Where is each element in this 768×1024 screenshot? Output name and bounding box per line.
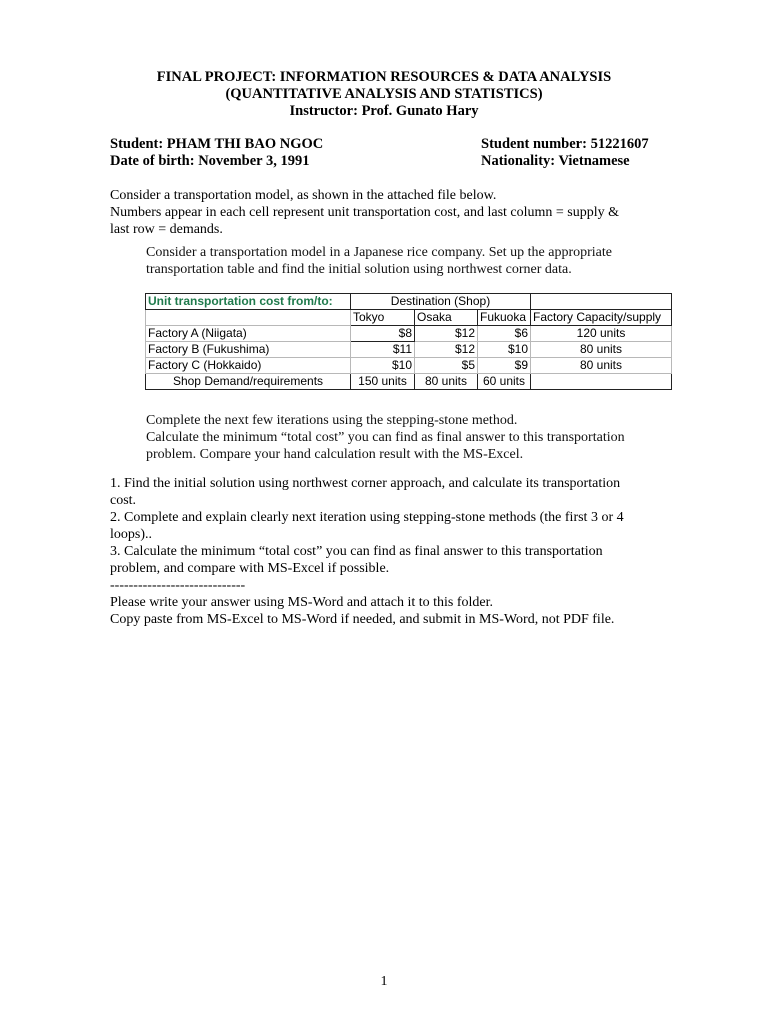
question-2: 2. Complete and explain clearly next iteration using stepping-stone methods (the first 3 or 4 [110,510,624,525]
demand-label: Shop Demand/requirements [146,374,351,390]
col-header-osaka: Osaka [415,310,478,326]
table-title: Unit transportation cost from/to: [146,294,351,310]
embedded-problem-text [146,244,691,278]
col-header-supply: Factory Capacity/supply [531,310,672,326]
submission-note: Copy paste from MS-Excel to MS-Word if needed, and submit in MS-Word, not PDF file. [110,612,615,627]
row-label: Factory B (Fukushima) [146,342,351,358]
embedded-line: problem. Compare your hand calculation result with the MS-Excel. [146,447,524,462]
row-label: Factory A (Niigata) [146,326,351,342]
question-3: 3. Calculate the minimum “total cost” you can find as final answer to this transportation [110,544,603,559]
cost-cell: $12 [415,326,478,342]
supply-cell: 80 units [531,358,672,374]
intro-line: last row = demands. [110,222,223,237]
col-header-tokyo: Tokyo [351,310,415,326]
question-1-cont: cost. [110,493,137,508]
cost-cell: $10 [478,342,531,358]
embedded-line: Complete the next few iterations using the stepping-stone method. [146,413,518,428]
embedded-instructions [146,412,691,463]
question-2-cont: loops).. [110,527,152,542]
transportation-table [145,293,672,390]
cost-cell: $6 [478,326,531,342]
demand-cell: 150 units [351,374,415,390]
intro-paragraph [110,187,678,238]
supply-cell: 80 units [531,342,672,358]
student-name: Student: PHAM THI BAO NGOC [110,136,324,152]
row-label: Factory C (Hokkaido) [146,358,351,374]
embedded-line: transportation table and find the initial solution using northwest corner data. [146,262,572,277]
col-header-fukuoka: Fukuoka [478,310,531,326]
question-1: 1. Find the initial solution using northwest corner approach, and calculate its transportation [110,476,621,491]
empty-cell [531,294,672,310]
intro-line: Numbers appear in each cell represent unit transportation cost, and last column = supply & [110,205,620,220]
embedded-line: Consider a transportation model in a Japanese rice company. Set up the appropriate [146,245,612,260]
instructor-line: Instructor: Prof. Gunato Hary [289,103,479,119]
demand-cell: 80 units [415,374,478,390]
intro-line: Consider a transportation model, as shown in the attached file below. [110,188,497,203]
student-dob: Date of birth: November 3, 1991 [110,153,310,169]
destination-header: Destination (Shop) [351,294,531,310]
cost-cell: $8 [351,326,415,342]
cost-cell: $11 [351,342,415,358]
cost-cell: $5 [415,358,478,374]
student-number: Student number: 51221607 [481,136,649,152]
embedded-line: Calculate the minimum “total cost” you can find as final answer to this transportation [146,430,625,445]
cost-cell: $12 [415,342,478,358]
project-subtitle: (QUANTITATIVE ANALYSIS AND STATISTICS) [225,86,543,102]
empty-cell [531,374,672,390]
page-number: 1 [380,974,388,989]
submission-note: Please write your answer using MS-Word and attach it to this folder. [110,595,494,610]
supply-cell: 120 units [531,326,672,342]
cost-cell: $10 [351,358,415,374]
cost-cell: $9 [478,358,531,374]
project-title: FINAL PROJECT: INFORMATION RESOURCES & DATA ANALYSIS [156,69,612,85]
divider-line: ----------------------------- [110,578,246,593]
demand-cell: 60 units [478,374,531,390]
question-3-cont: problem, and compare with MS-Excel if possible. [110,561,390,576]
empty-cell [146,310,351,326]
student-nationality: Nationality: Vietnamese [481,153,630,169]
